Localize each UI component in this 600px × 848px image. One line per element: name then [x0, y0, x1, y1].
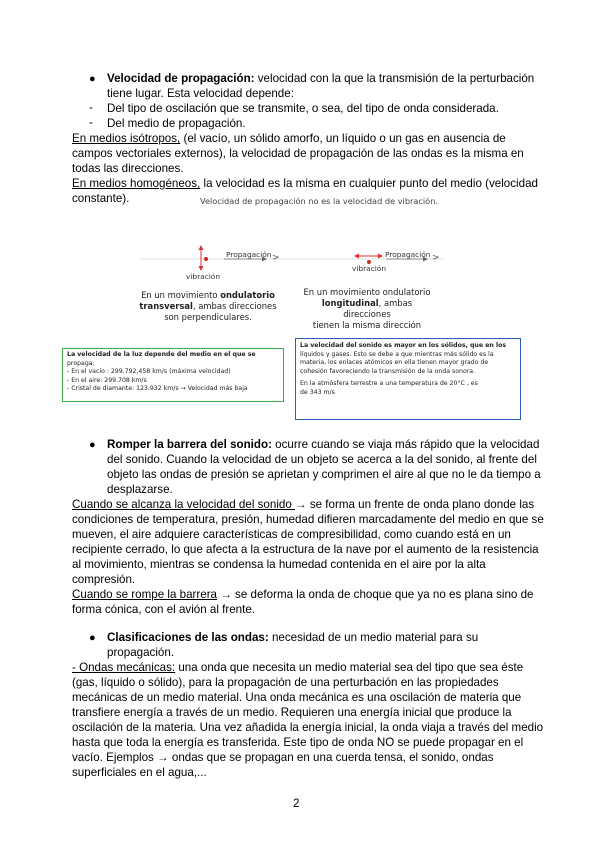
mech-line2: (gas, líquido o sólido), para la propagación de una perturbación en las propiedades — [72, 676, 499, 689]
mech-line3: mecánicas de un medio material. Una onda mecánica es una oscilación de materia que — [72, 691, 522, 704]
bullet-3: ● — [89, 632, 96, 644]
break-line1: Cuando se rompe la barrera → se deforma la onda de choque que ya no es plana sino de — [72, 588, 534, 601]
reach-line1: Cuando se alcanza la velocidad del sonido → se forma un frente de onda plano donde las — [72, 498, 535, 511]
arrow-glyph-left: > — [272, 253, 280, 263]
bullet-1: ● — [89, 73, 96, 85]
sound-speed-box: La velocidad del sonido es mayor en los sólidos, que en los líquidos y gases. Esto se debe a que mientras más sólido es la materia, los enlaces atómicos en ella tienen mayor grado de cohesión favoreciendo la transmisión de la onda sonora. En la atmósfera terrestre a una temperatura de 20°C , es de 343 m/s — [295, 338, 521, 420]
isotropic-line2: campos vectoriales externos), la velocidad de propagación de las ondas es la misma en — [72, 147, 524, 160]
dash-1: - — [89, 101, 93, 114]
section2-title: Romper la barrera del sonido: — [107, 438, 272, 451]
prop-label-right: Propagación — [385, 250, 431, 259]
mech-line6: hasta que toda la energía es transferida. Este tipo de onda NO se puede propagar en el — [72, 736, 524, 749]
reach-line4: recipiente cerrado, lo que afecta a la estructura de la nave por el aumento de la resistencia — [72, 543, 539, 556]
section3-title: Clasificaciones de las ondas: — [107, 631, 269, 644]
section1-line2: tiene lugar. Esta velocidad depende: — [107, 87, 294, 100]
reach-line3: mueven, el aire adquiere características de compresibilidad, como cuando está en un — [72, 528, 511, 541]
mech-label: - Ondas mecánicas: — [72, 661, 176, 674]
arrow-glyph-right: > — [432, 253, 440, 263]
dash-item-2: Del medio de propagación. — [107, 117, 246, 130]
isotropic-line3: todas las direcciones. — [72, 162, 184, 175]
mech-line4: transfiere energía a través de un medio. Requieren una energía inicial que produce la — [72, 706, 512, 719]
vib-label-right: vibración — [352, 264, 387, 273]
section1-title: Velocidad de propagación: — [107, 72, 255, 85]
vib-label-left: vibración — [186, 272, 221, 281]
transverse-vibration-arrow — [199, 245, 204, 271]
light-speed-box: La velocidad de la luz depende del medio en el que se propaga: - En el vacío : 299.792,458 km/s (máxima velocidad) - En el aire: 299.708 km/s - Cristal de diamante: 123.932 km/s → Velocidad más baja — [62, 348, 284, 402]
bullet-2: ● — [89, 439, 96, 451]
break-label: Cuando se rompe la barrera — [72, 588, 218, 601]
mech-line1: - Ondas mecánicas: una onda que necesita un medio material sea del tipo que sea éste — [72, 661, 524, 674]
section2-line1: Romper la barrera del sonido: ocurre cuando se viaja más rápido que la velocidad — [107, 438, 540, 451]
section2-line2: del sonido. Cuando la velocidad de un objeto se acerca a la del sonido, al frente del — [107, 453, 537, 466]
longitudinal-vibration-arrow — [354, 254, 383, 259]
transverse-particle — [204, 257, 208, 261]
isotropic-line1: En medios isótropos, (el vacío, un sólido amorfo, un líquido o un gas en ausencia de — [72, 132, 506, 145]
page-number: 2 — [293, 797, 300, 810]
section1-line1: Velocidad de propagación: velocidad con la que la transmisión de la perturbación — [107, 72, 535, 85]
mech-line8: superficiales en el agua,... — [72, 766, 207, 779]
figure-caption: Velocidad de propagación no es la velocidad de vibración. — [200, 196, 438, 206]
dash-item-1: Del tipo de oscilación que se transmite, o sea, del tipo de onda considerada. — [107, 102, 499, 115]
section3-line1: Clasificaciones de las ondas: necesidad de un medio material para su — [107, 631, 479, 644]
mech-line5: oscilación de la materia. Una vez añadida la energía inicial, la onda viaja a través del medio — [72, 721, 544, 734]
section3-line2: propagación. — [107, 646, 175, 659]
mech-line7: vacío. Ejemplos → ondas que se propagan en una cuerda tensa, el sonido, ondas — [72, 751, 494, 764]
isotropic-label: En medios isótropos, — [72, 132, 181, 145]
reach-label: Cuando se alcanza la velocidad del sonido — [72, 498, 296, 511]
homog-line2: constante). — [72, 192, 130, 205]
homog-label: En medios homogéneos, — [72, 177, 201, 190]
break-line2: forma cónica, con el avión al frente. — [72, 603, 256, 616]
section2-line4: desplazarse. — [107, 483, 173, 496]
section2-line3: objeto las ondas de presión se aprietan y comprimen el aire al que no le da tiempo a — [107, 468, 541, 481]
transverse-caption: En un movimiento ondulatorio transversal, ambas direcciones son perpendiculares. — [139, 290, 277, 322]
reach-line6: compresión. — [72, 573, 136, 586]
dash-2: - — [89, 116, 93, 129]
homog-line1: En medios homogéneos, la velocidad es la misma en cualquier punto del medio (velocidad — [72, 177, 538, 190]
reach-line2: condiciones de temperatura, presión, humedad difieren marcadamente del medio en que se — [72, 513, 544, 526]
longitudinal-caption: En un movimiento ondulatorio longitudinal, ambas direcciones tienen la misma dirección — [303, 287, 431, 330]
reach-line5: al movimiento, mientras se condensa la humedad contenida en el aire por la alta — [72, 558, 486, 571]
prop-label-left: Propagación — [226, 250, 272, 259]
